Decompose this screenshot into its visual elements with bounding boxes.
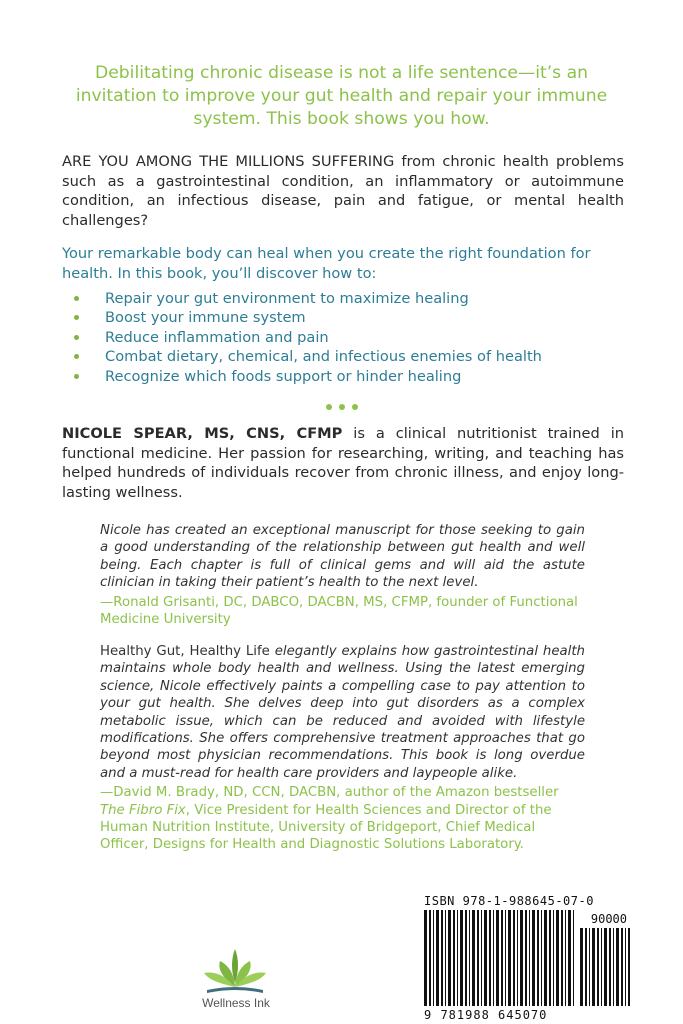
list-item: Boost your immune system <box>74 308 614 327</box>
divider-dot-icon <box>352 404 358 410</box>
author-bio <box>62 424 624 502</box>
list-item: Recognize which foods support or hinder healing <box>74 367 614 386</box>
author-name: NICOLE SPEAR, MS, CNS, CFMP <box>62 425 343 442</box>
barcode-bar <box>565 910 566 1006</box>
bullet-dot-icon <box>74 296 79 301</box>
barcode-bar <box>457 910 458 1006</box>
barcode-bar <box>424 910 427 1006</box>
barcode-bar <box>553 910 554 1006</box>
isbn-digits: 9 781988 645070 <box>424 1008 548 1022</box>
barcode-bar <box>520 910 523 1006</box>
barcode-bar <box>616 928 619 1006</box>
barcode-bar <box>625 928 626 1006</box>
barcode-bar <box>496 910 499 1006</box>
bullet-dot-icon <box>74 354 79 359</box>
endorsement-grisanti <box>100 522 585 628</box>
benefits-list <box>74 289 614 386</box>
endorsement-text: Healthy Gut, Healthy Life elegantly explains how gastrointestinal health maintains whole body health and wellness. Using the latest emerging science, Nicole effectively paints a compelling case to pay attention to your gut health. She delves deep into gut disorders as a complex metabolic issue, which can be reduced and avoided with lifestyle modifications. She offers comprehensive treatment approaches that go beyond most physician recommendations. This book is long overdue and a must-read for health care providers and laypeople alike. <box>100 644 585 781</box>
section-divider <box>326 401 358 413</box>
barcode-bar <box>532 910 535 1006</box>
barcode-bar <box>556 910 559 1006</box>
list-item: Reduce inflammation and pain <box>74 328 614 347</box>
barcode-bar <box>585 928 587 1006</box>
barcode-bar <box>448 910 451 1006</box>
price-barcode-icon <box>580 928 630 1006</box>
publisher-name: Wellness Ink <box>202 996 270 1010</box>
barcode-bar <box>477 910 479 1006</box>
barcode-bar <box>628 928 630 1006</box>
barcode-bar <box>481 910 482 1006</box>
divider-dot-icon <box>339 404 345 410</box>
barcode-bar <box>529 910 530 1006</box>
discover-paragraph: Your remarkable body can heal when you create the right foundation for health. In this book, you’ll discover how to: <box>62 245 591 282</box>
endorsement-attribution: —David M. Brady, ND, CCN, DACBN, author of the Amazon bestseller The Fibro Fix, Vice President for Health Sciences and Director of the Human Nutrition Institute, University of Bridgeport, Chief Medical Officer, Designs for Health and Diagnostic Solutions Laboratory. <box>100 785 559 853</box>
barcode-bar <box>429 910 431 1006</box>
barcode-bar <box>573 910 574 1006</box>
barcode-bar <box>493 910 494 1006</box>
barcode-bar <box>589 928 590 1006</box>
barcode-bar <box>621 928 623 1006</box>
divider-dot-icon <box>326 404 332 410</box>
barcode-bar <box>580 928 583 1006</box>
book-title: Healthy Gut, Healthy Life <box>100 644 270 659</box>
price-code: 90000 <box>590 912 627 926</box>
barcode-bar <box>505 910 506 1006</box>
bullet-dot-icon <box>74 335 79 340</box>
barcode-bar <box>508 910 511 1006</box>
barcode-bar <box>549 910 551 1006</box>
barcode-bar <box>501 910 503 1006</box>
barcode-bar <box>609 928 611 1006</box>
barcode-bar <box>484 910 487 1006</box>
barcode-bar <box>568 910 571 1006</box>
barcode-bar <box>604 928 607 1006</box>
barcode-bar <box>597 928 599 1006</box>
endorsement-attribution: —Ronald Grisanti, DC, DABCO, DACBN, MS, CFMP, founder of Functional Medicine University <box>100 594 578 628</box>
barcode-bar <box>441 910 443 1006</box>
endorsement-text: Nicole has created an exceptional manuscript for those seeking to gain a good understanding of the relationship between gut health and well being. Each chapter is full of clinical gems and will aid the astute clinician in taking their patient’s health to the next level. <box>100 523 585 591</box>
barcode-bar <box>489 910 491 1006</box>
barcode-bar <box>517 910 518 1006</box>
isbn-barcode <box>424 894 631 1024</box>
barcode-bar <box>460 910 463 1006</box>
intro-paragraph: ARE YOU AMONG THE MILLIONS SUFFERING from chronic health problems such as a gastrointestinal condition, an inflammatory or autoimmune condition, an infectious disease, pain and fatigue, or mental health challenges? <box>62 153 624 229</box>
barcode-bar <box>601 928 602 1006</box>
barcode-bar <box>525 910 527 1006</box>
barcode-bar <box>544 910 547 1006</box>
barcode-bar <box>537 910 539 1006</box>
barcode-bar <box>453 910 455 1006</box>
isbn-number: ISBN 978-1-988645-07-0 <box>424 894 594 908</box>
endorsement-brady <box>100 643 585 854</box>
list-item: Repair your gut environment to maximize healing <box>74 289 614 308</box>
barcode-bar <box>613 928 614 1006</box>
barcode-bar <box>592 928 595 1006</box>
bullet-dot-icon <box>74 315 79 320</box>
headline: Debilitating chronic disease is not a life sentence—it’s an invitation to improve your gut health and repair your immune system. This book shows you how. <box>75 63 608 129</box>
list-item: Combat dietary, chemical, and infectious enemies of health <box>74 347 614 366</box>
barcode-bar <box>513 910 515 1006</box>
author-bio-text: is a clinical nutritionist trained in functional medicine. Her passion for researching, writing, and teaching has helped hundreds of individuals recover from chronic illness, and enjoy long-lasting wellness. <box>62 425 624 501</box>
barcode-bar <box>436 910 439 1006</box>
barcode-bar <box>445 910 446 1006</box>
barcode-bar <box>465 910 467 1006</box>
barcode-bar <box>472 910 475 1006</box>
barcode-bar <box>541 910 542 1006</box>
attribution-book-title: The Fibro Fix <box>100 802 186 818</box>
bullet-dot-icon <box>74 374 79 379</box>
barcode-icon <box>424 910 574 1006</box>
barcode-bar <box>433 910 434 1006</box>
barcode-bar <box>561 910 563 1006</box>
barcode-bar <box>469 910 470 1006</box>
